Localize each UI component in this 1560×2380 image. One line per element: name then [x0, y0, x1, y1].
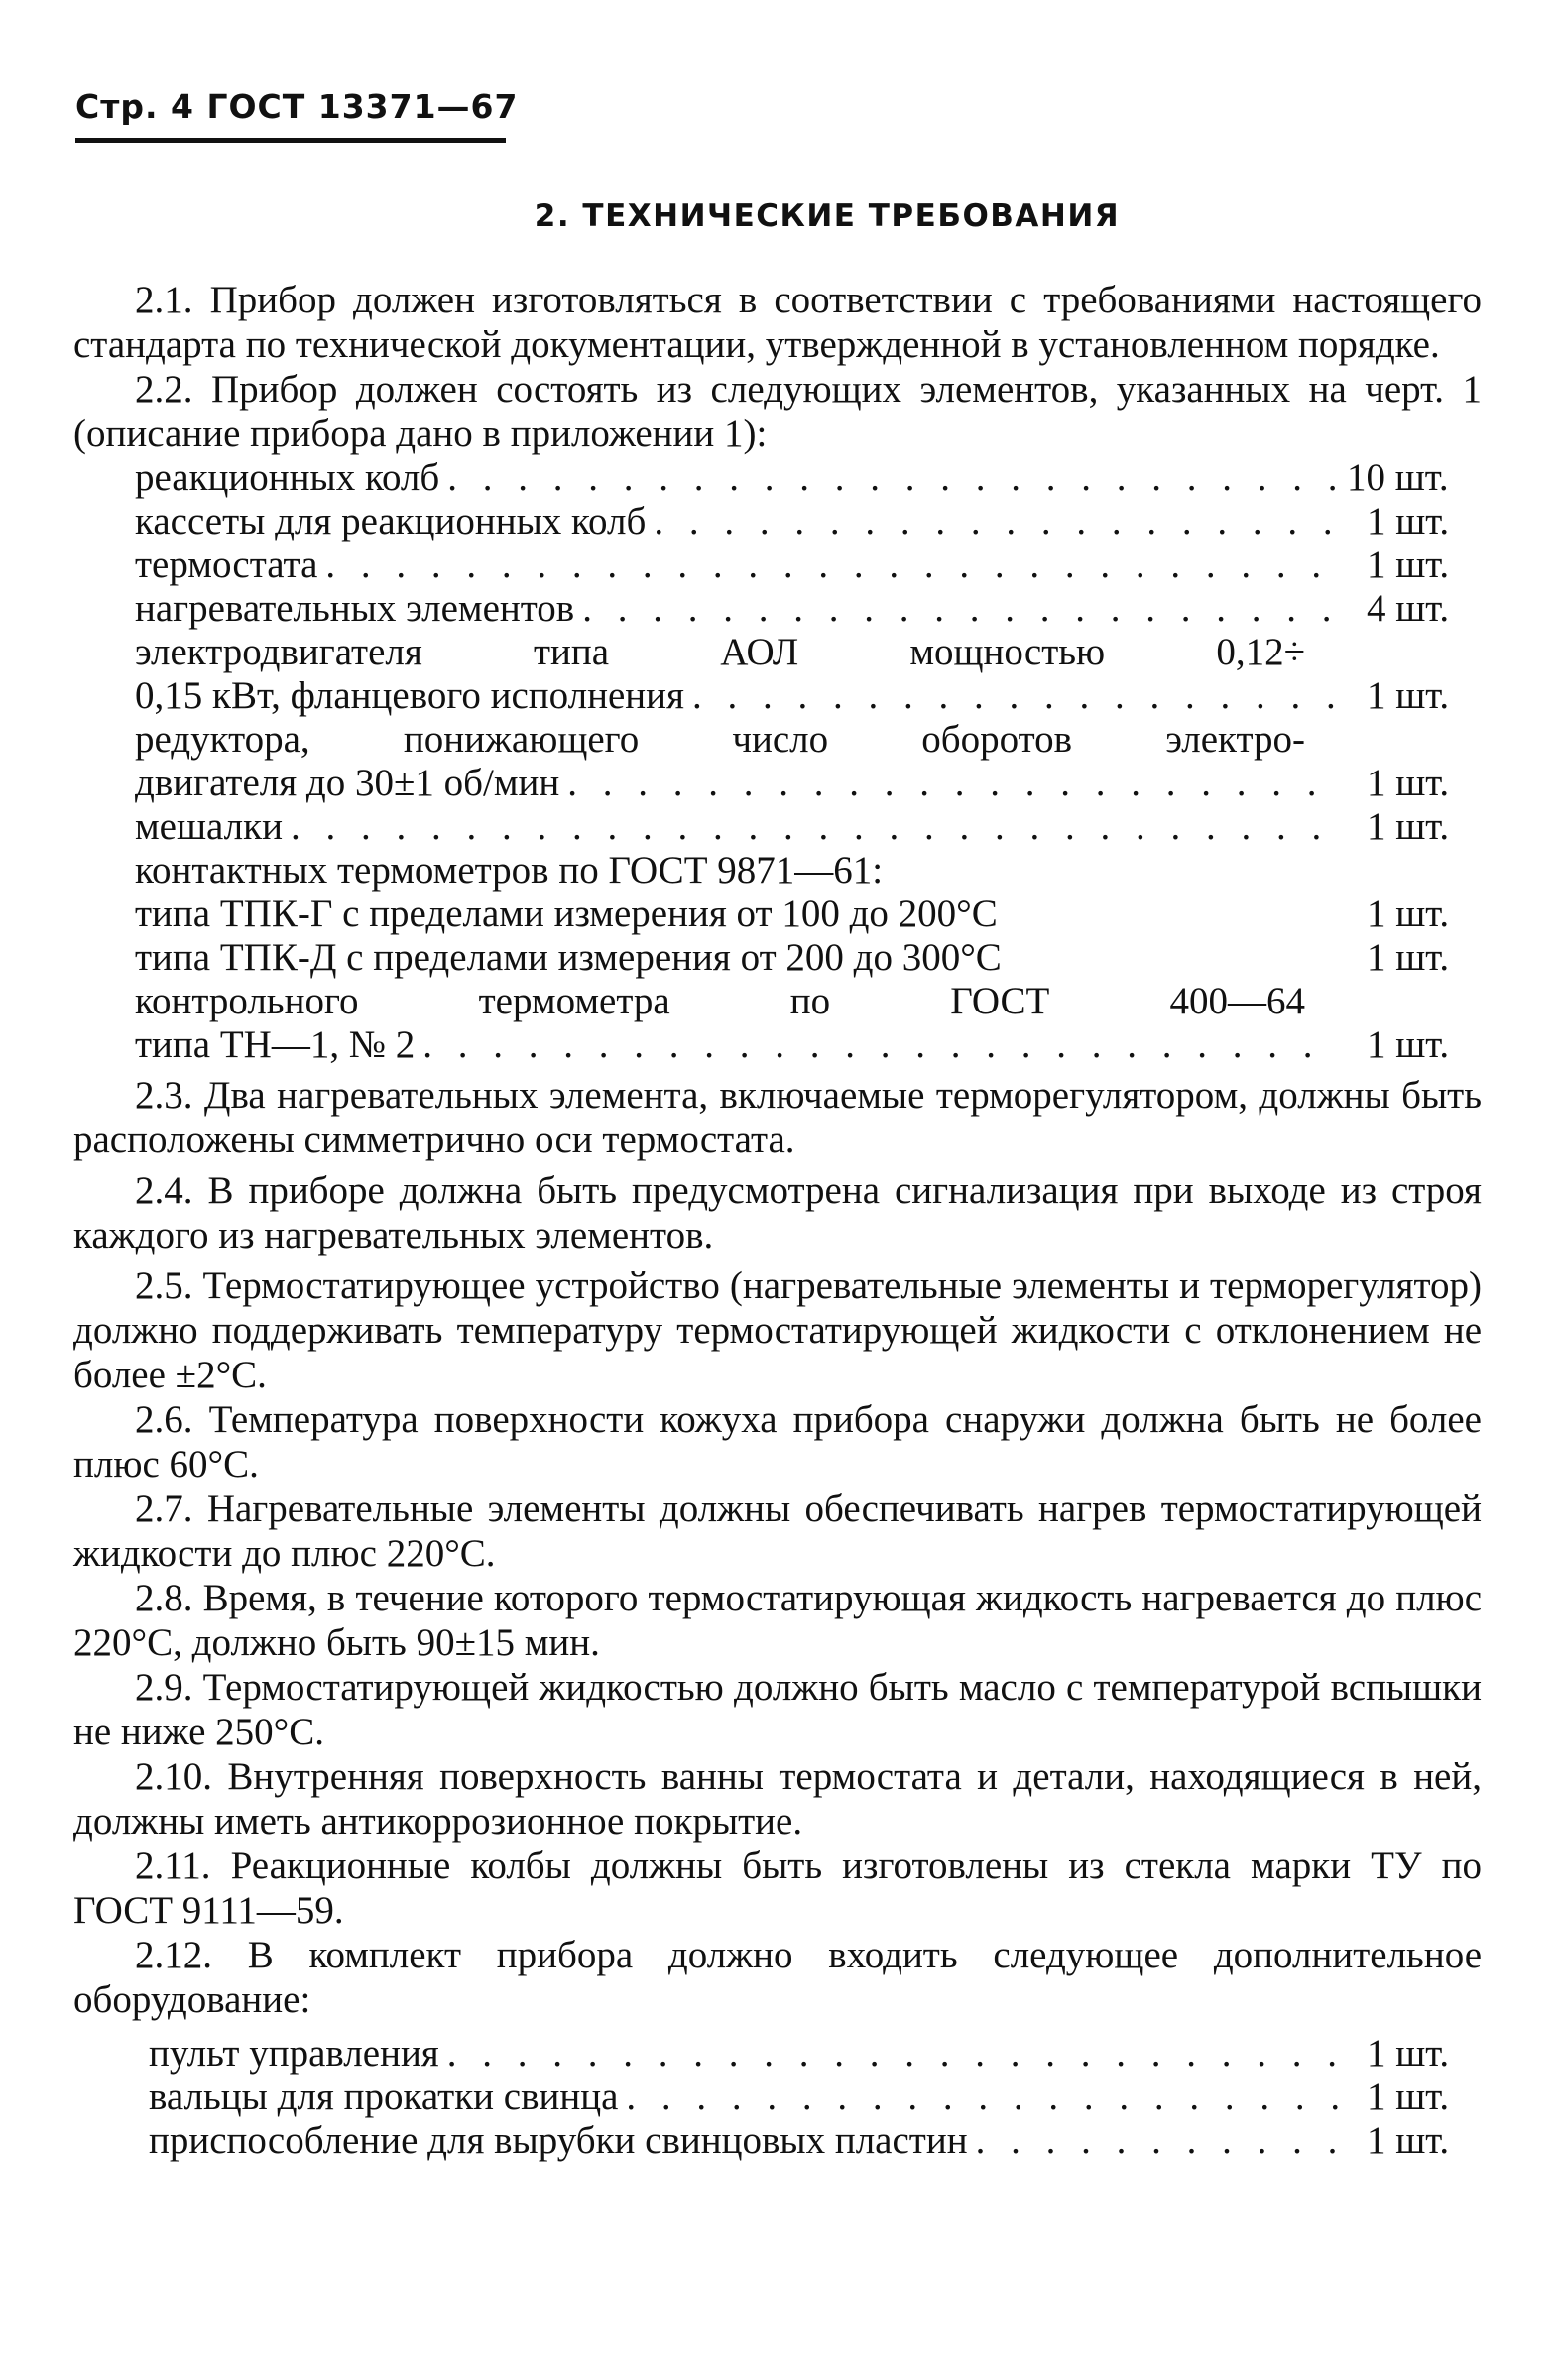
item-label: приспособление для вырубки свинцовых пластин [149, 2119, 968, 2162]
dot-leader [976, 2119, 1339, 2163]
item-qty: 4 шт. [1367, 587, 1450, 630]
list-item [135, 805, 1466, 849]
list-item-continued: контрольного термометра по ГОСТ 400—64 [135, 980, 1305, 1022]
item-qty: 1 шт. [1367, 2032, 1450, 2075]
paragraph-2-8: 2.8. Время, в течение которого термостатирующая жидкость нагревается до плюс 220°С, должно быть 90±15 мин. [73, 1577, 1482, 1664]
document-page [73, 87, 1482, 2163]
paragraph-2-7: 2.7. Нагревательные элементы должны обеспечивать нагрев термостатирующей жидкости до плюс 220°С. [73, 1488, 1482, 1575]
list-item [149, 2032, 1466, 2076]
item-qty: 1 шт. [1367, 892, 1450, 935]
running-header: Стр. 4 ГОСТ 13371—67 [75, 87, 519, 126]
item-qty: 1 шт. [1367, 543, 1450, 586]
dot-leader [422, 1023, 1339, 1067]
dot-leader [626, 2076, 1339, 2119]
dot-leader [582, 587, 1339, 631]
item-qty: 1 шт. [1367, 805, 1450, 848]
list-item [135, 543, 1466, 587]
item-qty: 1 шт. [1367, 1023, 1450, 1066]
dot-leader [325, 543, 1339, 587]
paragraph-2-5: 2.5. Термостатирующее устройство (нагревательные элементы и терморегулятор) должно поддерживать температуру термостатирующей жидкости с отклонением не более ±2°С. [73, 1264, 1482, 1396]
list-item [135, 1023, 1466, 1067]
elements-list [135, 456, 1466, 1067]
dot-leader [291, 805, 1339, 849]
dot-leader [447, 456, 1339, 500]
item-label: нагревательных элементов [135, 587, 575, 630]
item-label: мешалки [135, 805, 283, 848]
paragraph-2-9: 2.9. Термостатирующей жидкостью должно быть масло с температурой вспышки не ниже 250°С. [73, 1666, 1482, 1753]
item-label: кассеты для реакционных колб [135, 500, 647, 542]
paragraph-2-3: 2.3. Два нагревательных элемента, включаемые терморегулятором, должны быть расположены симметрично оси термостата. [73, 1074, 1482, 1161]
item-label: термостата [135, 543, 318, 586]
list-item-continued: редуктора, понижающего число оборотов электро- [135, 718, 1305, 761]
dot-leader [692, 674, 1339, 718]
item-qty: 1 шт. [1367, 2119, 1450, 2162]
item-qty: 1 шт. [1367, 674, 1450, 717]
list-item [135, 587, 1466, 631]
list-item [135, 762, 1466, 805]
list-item-continued: электродвигателя типа АОЛ мощностью 0,12÷ [135, 631, 1305, 673]
item-qty: 1 шт. [1367, 2076, 1450, 2118]
header-rule [75, 138, 506, 143]
list-item [149, 2076, 1466, 2119]
dot-leader [567, 762, 1339, 805]
item-qty: 1 шт. [1367, 500, 1450, 542]
dot-leader [654, 500, 1339, 543]
list-item [149, 2119, 1466, 2163]
item-qty: 1 шт. [1367, 762, 1450, 804]
paragraph-2-6: 2.6. Температура поверхности кожуха прибора снаружи должна быть не более плюс 60°С. [73, 1398, 1482, 1486]
item-label: типа ТПК-Г с пределами измерения от 100 до 200°С [135, 892, 998, 935]
list-subheading: контактных термометров по ГОСТ 9871—61: [135, 849, 884, 892]
paragraph-2-11: 2.11. Реакционные колбы должны быть изготовлены из стекла марки ТУ по ГОСТ 9111—59. [73, 1844, 1482, 1932]
item-qty: 1 шт. [1367, 936, 1450, 979]
list-item [135, 500, 1466, 543]
item-label: пульт управления [149, 2032, 439, 2075]
paragraph-2-1: 2.1. Прибор должен изготовляться в соответствии с требованиями настоящего стандарта по технической документации, утвержденной в установленном порядке. [73, 279, 1482, 366]
item-label: типа ТПК-Д с пределами измерения от 200 до 300°С [135, 936, 1002, 979]
list-item [135, 936, 1466, 980]
paragraph-2-4: 2.4. В приборе должна быть предусмотрена сигнализация при выходе из строя каждого из нагревательных элементов. [73, 1169, 1482, 1256]
item-label: реакционных колб [135, 456, 440, 499]
dot-leader [447, 2032, 1339, 2076]
list-item [135, 674, 1466, 718]
paragraph-2-10: 2.10. Внутренняя поверхность ванны термостата и детали, находящиеся в ней, должны иметь антикоррозионное покрытие. [73, 1755, 1482, 1843]
item-label: 0,15 кВт, фланцевого исполнения [135, 674, 684, 717]
section-title: 2. ТЕХНИЧЕСКИЕ ТРЕБОВАНИЯ [534, 198, 1121, 234]
item-qty: 10 шт. [1347, 456, 1449, 499]
item-label: типа ТН—1, № 2 [135, 1023, 416, 1066]
list-item [135, 456, 1466, 500]
paragraph-2-2: 2.2. Прибор должен состоять из следующих элементов, указанных на черт. 1 (описание прибора дано в приложении 1): [73, 368, 1482, 455]
list-item [135, 892, 1466, 936]
item-label: двигателя до 30±1 об/мин [135, 762, 560, 804]
item-label: вальцы для прокатки свинца [149, 2076, 619, 2118]
paragraph-2-12: 2.12. В комплект прибора должно входить следующее дополнительное оборудование: [73, 1934, 1482, 2021]
extra-equipment-list [149, 2032, 1466, 2163]
